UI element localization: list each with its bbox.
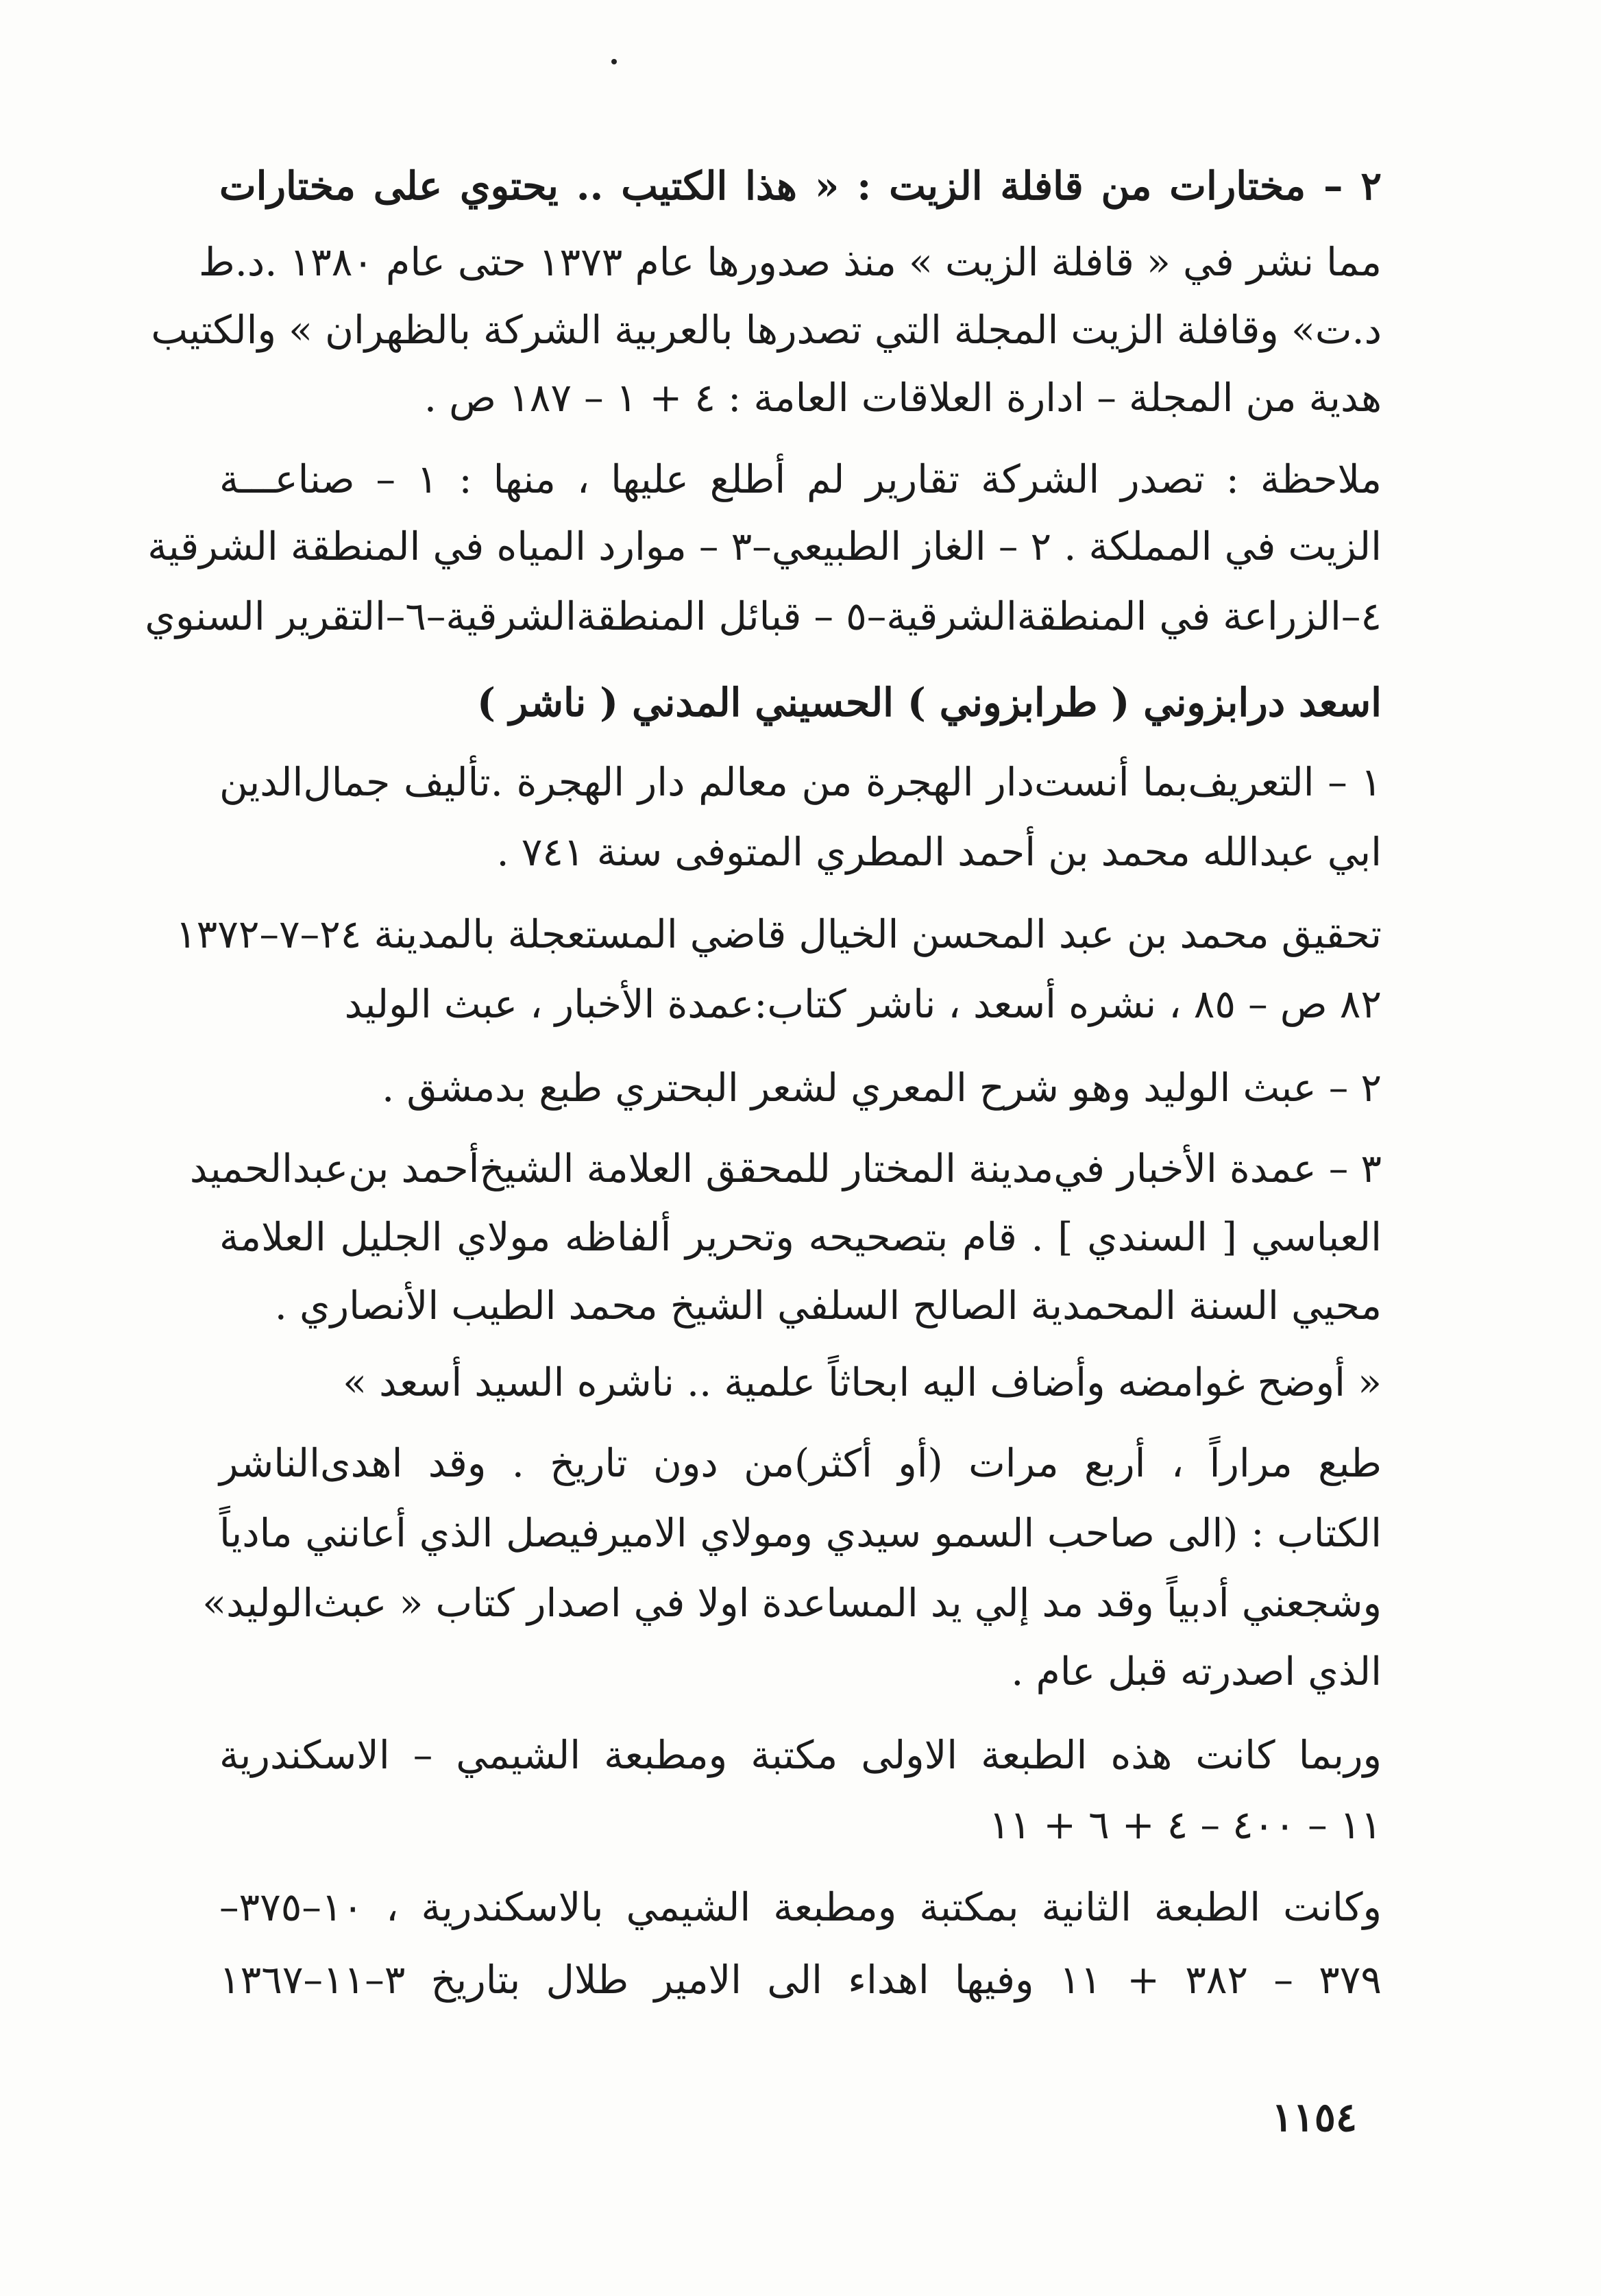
text-line-5: ملاحظة : تصدر الشركة تقارير لم أطلع عليها ، منها : ١ – صناعـــة [219,457,1382,502]
text-line-19: الكتاب : (الى صاحب السمو سيدي ومولاي الاميرفيصل الذي أعانني مادياً [219,1511,1382,1556]
text-line-20: وشجعني أدبياً وقد مد إلي يد المساعدة اولا في اصدار كتاب « عبث‌الوليد» [202,1581,1382,1626]
page-number: ١١٥٤ [1271,2094,1357,2140]
text-line-22: وربما كانت هذه الطبعة الاولى مكتبة ومطبعة الشيمي – الاسكندرية [219,1733,1382,1778]
text-line-1: ٢ – مختارات من قافلة الزيت : « هذا الكتيب .. يحتوي على مختارات [219,163,1382,209]
text-line-11: تحقيق محمد بن عبد المحسن الخيال قاضي المستعجلة بالمدينة ٢٤–٧–١٣٧٢ [175,912,1382,957]
text-line-13: ٢ – عبث الوليد وهو شرح المعري لشعر البحتري طبع بدمشق . [382,1065,1382,1111]
text-line-2: مما نشر في « قافلة الزيت » منذ صدورها عام ١٣٧٣ حتى عام ١٣٨٠ .د.ط [199,240,1382,285]
text-line-14: ٣ – عمدة الأخبار في‌مدينة المختار للمحقق العلامة الشيخ‌أحمد بن‌عبدالحميد [189,1146,1382,1192]
scan-speck [611,59,617,64]
text-line-24: وكانت الطبعة الثانية بمكتبة ومطبعة الشيمي بالاسكندرية ، ١٠–٣٧٥– [219,1885,1382,1930]
text-line-12: ٨٢ ص – ٨٥ ، نشره أسعد ، ناشر كتاب:عمدة الأخبار ، عبث الوليد [344,982,1382,1027]
text-line-17: « أوضح غوامضه وأضاف اليه ابحاثاً علمية .. ناشره السيد أسعد » [343,1360,1382,1405]
text-line-21: الذي اصدرته قبل عام . [1011,1649,1382,1694]
text-line-6: الزيت في المملكة . ٢ – الغاز الطبيعي–٣ – موارد المياه في المنطقة الشرقية [147,524,1382,569]
text-line-16: محيي السنة المحمدية الصالح السلفي الشيخ محمد الطيب الأنصاري . [274,1283,1382,1329]
text-line-15: العباسي [ السندي ] . قام بتصحيحه وتحرير ألفاظه مولاي الجليل العلامة [219,1215,1382,1260]
text-line-18: طبع مراراً ، أربع مرات (أو أكثر)من دون تاريخ . وقد اهدى‌الناشر [219,1441,1382,1486]
text-line-3: د.ت» وقافلة الزيت المجلة التي تصدرها بالعربية الشركة بالظهران » والكتيب [151,308,1382,353]
text-line-4: هدية من المجلة – ادارة العلاقات العامة : ٤ + ١ – ١٨٧ ص . [424,375,1382,421]
text-line-9: ١ – التعريف‌بما أنست‌دار الهجرة من معالم دار الهجرة .تأليف جمال‌الدين [219,760,1382,805]
text-line-7: ٤–الزراعة في المنطقةالشرقية–٥ – قبائل المنطقةالشرقية–٦–التقرير السنوي [145,594,1382,639]
text-line-25: ٣٧٩ – ٣٨٢ + ١١ وفيها اهداء الى الامير طلال بتاريخ ٣–١١–١٣٦٧ [219,1958,1382,2003]
text-line-10: ابي عبدالله محمد بن أحمد المطري المتوفى سنة ٧٤١ . [496,830,1382,875]
author-heading: اسعد درابزوني ( طرابزوني ) الحسيني المدني ( ناشر ) [477,680,1382,726]
text-line-23: ١١ – ٤٠٠ – ٤ + ٦ + ١١ [988,1803,1382,1848]
